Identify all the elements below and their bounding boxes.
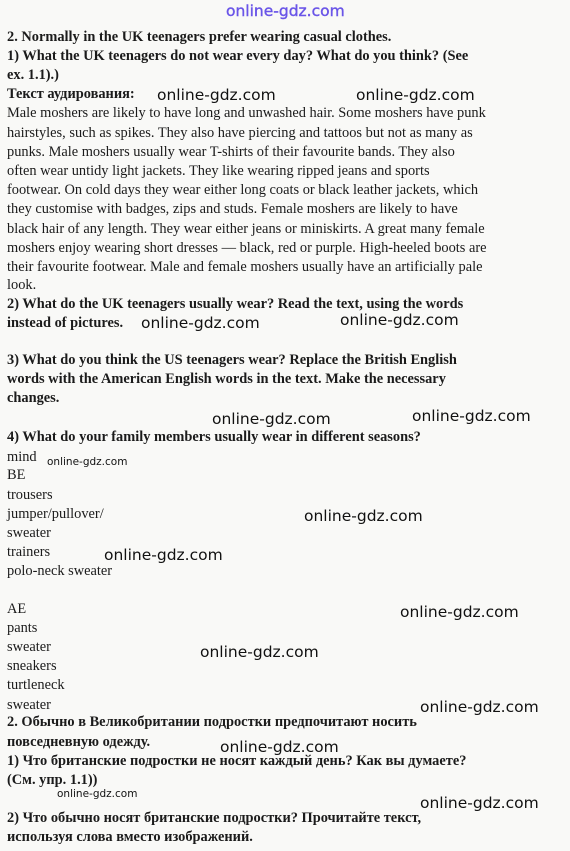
text-line: повседневную одежду. [7, 734, 151, 750]
watermark-text: online-gdz.com [212, 410, 331, 428]
text-line: jumper/pullover/ [7, 506, 104, 522]
watermark-text: online-gdz.com [340, 311, 459, 329]
text-line: ex. 1.1).) [7, 67, 59, 83]
text-line: moshers enjoy wearing short dresses — black, red or purple. High-heeled boots are [7, 240, 487, 256]
text-line: sweater [7, 525, 51, 541]
watermark-text: online-gdz.com [141, 314, 260, 332]
watermark-text: online-gdz.com [157, 86, 276, 104]
text-line: sneakers [7, 658, 57, 674]
text-line: Текст аудирования: [7, 86, 135, 102]
text-line: polo-neck sweater [7, 563, 113, 579]
text-line: 2. Обычно в Великобритании подростки предпочитают носить [7, 714, 417, 730]
watermark-text: online-gdz.com [104, 546, 223, 564]
text-line: Male moshers are likely to have long and unwashed hair. Some moshers have punk [7, 105, 486, 121]
watermark-text: online-gdz.com [220, 738, 339, 756]
text-line: turtleneck [7, 677, 65, 693]
watermark-text: online-gdz.com [57, 788, 138, 800]
text-line: punks. Male moshers usually wear T-shirts of their favourite bands. They also [7, 144, 455, 160]
text-line: 2) Что обычно носят британские подростки? Прочитайте текст, [7, 810, 422, 826]
text-line: instead of pictures. [7, 315, 124, 331]
watermark-text: online-gdz.com [400, 603, 519, 621]
text-line: trousers [7, 487, 53, 503]
watermark-text: online-gdz.com [47, 456, 128, 468]
text-line: sweater [7, 697, 51, 713]
text-line: 2) What do the UK teenagers usually wear? Read the text, using the words [7, 296, 464, 312]
text-line: trainers [7, 544, 51, 560]
watermark-text: online-gdz.com [304, 507, 423, 525]
text-line: 1) What the UK teenagers do not wear every day? What do you think? (See [7, 48, 469, 64]
text-line: footwear. On cold days they wear either long coats or black leather jackets, which [7, 182, 479, 198]
text-line: BE [7, 467, 26, 483]
text-line: look. [7, 277, 37, 293]
watermark-text: online-gdz.com [420, 794, 539, 812]
text-line: 4) What do your family members usually wear in different seasons? [7, 429, 421, 445]
text-line: mind [7, 449, 37, 465]
text-line: 2. Normally in the UK teenagers prefer wearing casual clothes. [7, 29, 392, 45]
text-line: often wear untidy light jackets. They like wearing ripped jeans and sports [7, 163, 430, 179]
watermark-text: online-gdz.com [420, 698, 539, 716]
text-line: 1) Что британские подростки не носят каждый день? Как вы думаете? [7, 753, 467, 769]
text-line: sweater [7, 639, 51, 655]
text-line: they customise with badges, zips and studs. Female moshers are likely to have [7, 201, 458, 217]
text-line: hairstyles, such as spikes. They also have piercing and tattoos but not as many as [7, 125, 473, 141]
text-line: AE [7, 601, 27, 617]
text-line: pants [7, 620, 38, 636]
text-line: black hair of any length. They wear either jeans or miniskirts. A great many female [7, 221, 485, 237]
watermark-text: online-gdz.com [356, 86, 475, 104]
text-line: 3) What do you think the US teenagers wear? Replace the British English [7, 352, 457, 368]
text-line: (См. упр. 1.1)) [7, 772, 98, 788]
watermark-text: online-gdz.com [200, 643, 319, 661]
text-line: используя слова вместо изображений. [7, 829, 253, 845]
text-line: changes. [7, 390, 60, 406]
text-line: their favourite footwear. Male and female moshers usually have an artificially pale [7, 259, 483, 275]
watermark-text: online-gdz.com [226, 2, 345, 20]
watermark-text: online-gdz.com [412, 407, 531, 425]
text-line: words with the American English words in the text. Make the necessary [7, 371, 446, 387]
